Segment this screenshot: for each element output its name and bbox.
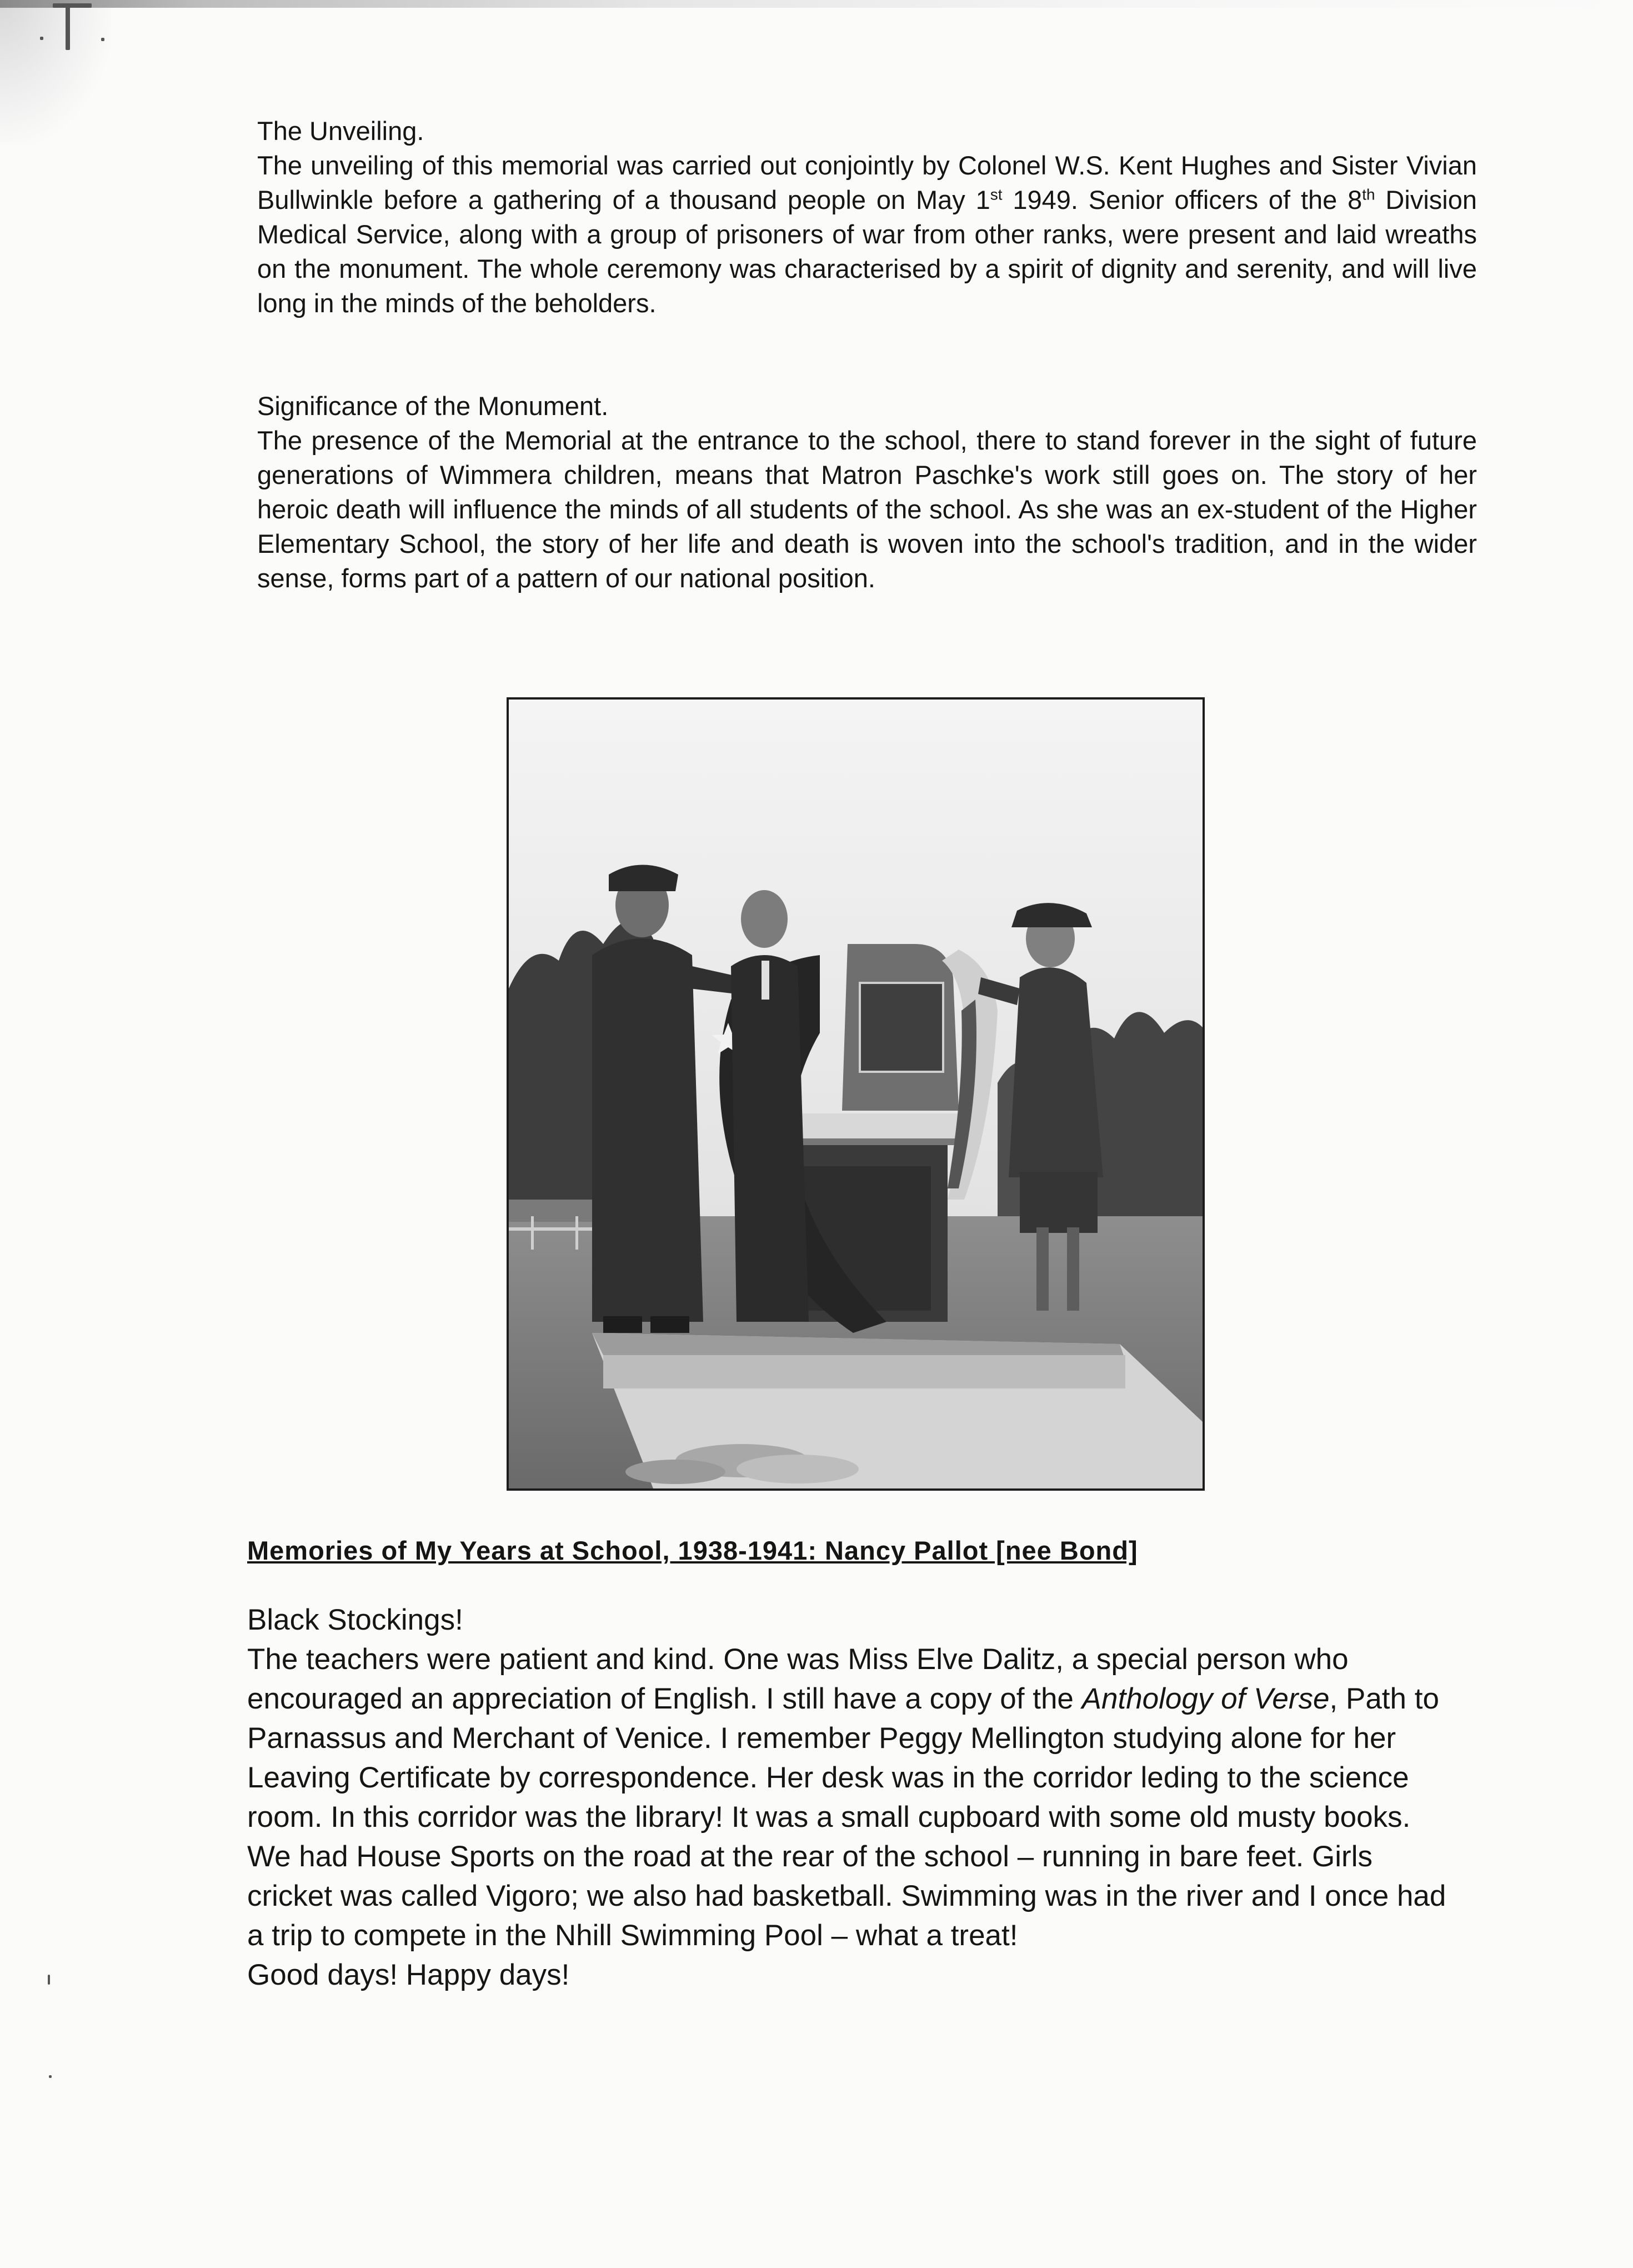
significance-heading: Significance of the Monument.: [257, 391, 609, 421]
memories-paragraph: [247, 1640, 1458, 1955]
memories-section: [247, 1533, 1458, 1995]
memories-title: Memories of My Years at School, 1938-1941: Nancy Pallot [nee Bond]: [247, 1536, 1138, 1565]
unveiling-text-3: Division Medical Service, along with a group of prisoners of war from other ranks, were present and laid wreaths on the monument. The whole ceremony was characterised by a spirit of dignity and serenity, and will live long in the minds of the beholders.: [257, 185, 1477, 318]
significance-section: [257, 389, 1477, 596]
memorial-photograph-image: [509, 700, 1203, 1488]
scan-edge-top: [0, 0, 1633, 8]
unveiling-text-2: 1949. Senior officers of the 8: [1002, 185, 1362, 214]
scan-mark: [40, 37, 43, 40]
scan-shadow-corner: [0, 0, 111, 144]
significance-paragraph: The presence of the Memorial at the entrance to the school, there to stand forever in the sight of future generations of Wimmera children, means that Matron Paschke's work still goes on. The story of her heroic death will influence the minds of all students of the school. As she was an ex-student of the Higher Elementary School, the story of her life and death is woven into the school's tradition, and in the wider sense, forms part of a pattern of our national position.: [257, 426, 1477, 593]
memories-text-1: The teachers were patient and kind. One was Miss Elve Dalitz, a special person who encouraged an appreciation of English. I still have a copy of the: [247, 1643, 1349, 1715]
unveiling-section: [257, 114, 1477, 321]
superscript-st: st: [990, 186, 1003, 203]
unveiling-heading: The Unveiling.: [257, 116, 424, 146]
scan-mark: [48, 1975, 50, 1985]
memories-opening: Black Stockings!: [247, 1603, 463, 1636]
scan-mark: [66, 6, 70, 50]
unveiling-text-1: The unveiling of this memorial was carried out conjointly by Colonel W.S. Kent Hughes and Sister Vivian Bullwinkle before a gathering of a thousand people on May 1: [257, 151, 1477, 214]
memories-body: [247, 1600, 1458, 1995]
scan-mark: [49, 2075, 52, 2078]
scan-mark: [101, 38, 104, 41]
memorial-photograph: [507, 697, 1205, 1491]
superscript-th: th: [1362, 186, 1375, 203]
unveiling-paragraph: [257, 148, 1477, 321]
scan-mark: [53, 3, 92, 8]
memories-text-2: , Path to Parnassus and Merchant of Venice. I remember Peggy Mellington studying alone for her Leaving Certificate by correspondence. Her desk was in the corridor leding to the science room. In this corridor was the library! It was a small cupboard with some old musty books. We had House Sports on the road at the rear of the school – running in bare feet. Girls cricket was called Vigoro; we also had basketball. Swimming was in the river and I once had a trip to compete in the Nhill Swimming Pool – what a treat!: [247, 1682, 1446, 1952]
memories-closing: Good days! Happy days!: [247, 1959, 570, 1991]
anthology-title: Anthology of Verse: [1081, 1682, 1330, 1715]
